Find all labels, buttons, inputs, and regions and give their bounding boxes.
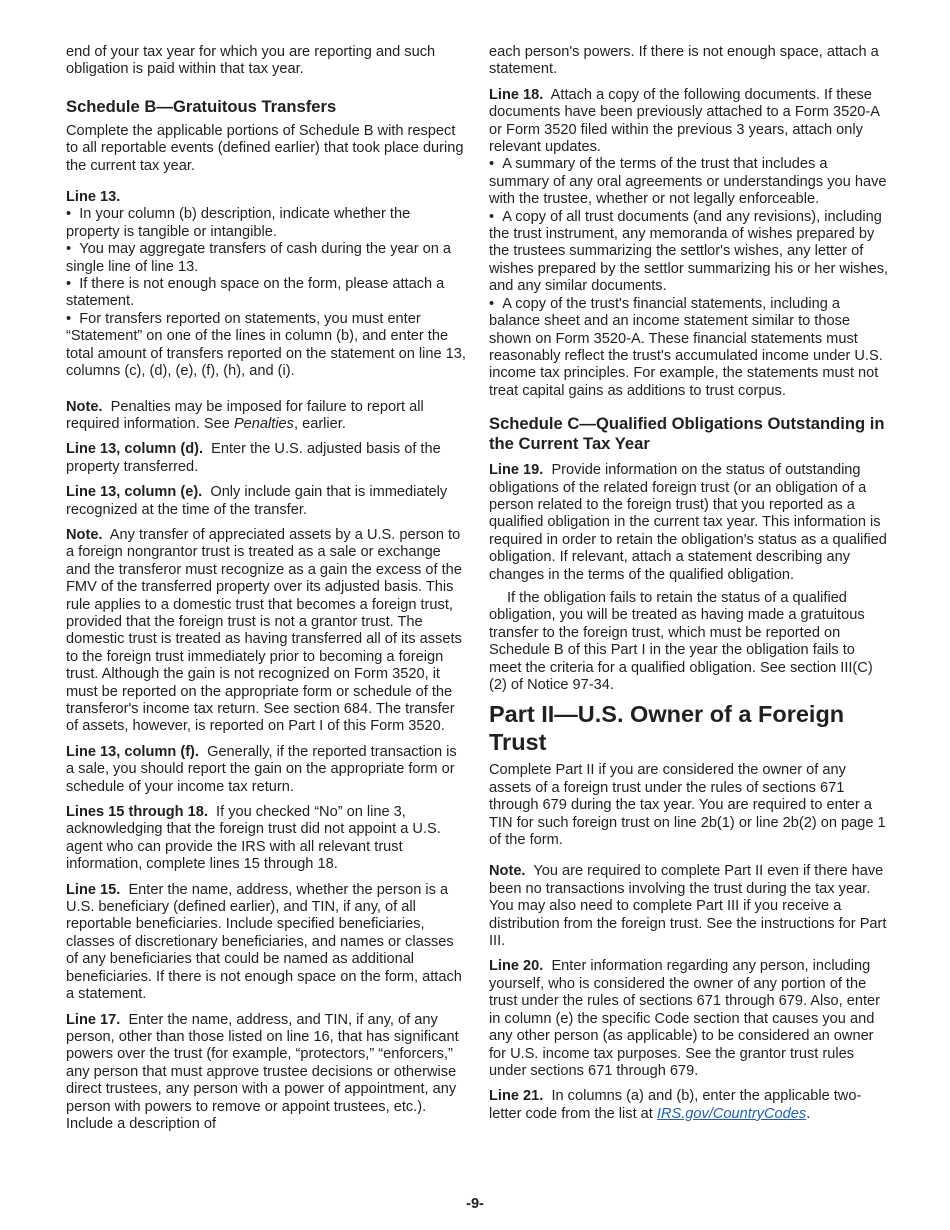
line-13-bullet: • You may aggregate transfers of cash during the year on a single line of line 13. — [66, 241, 466, 276]
line-13f-label: Line 13, column (f). — [66, 743, 199, 760]
line-13d-paragraph — [66, 441, 466, 476]
part-2-text: Complete Part II if you are considered the owner of any assets of a foreign trust under the rules of sections 671 through 679 during the tax year. You are required to enter a TIN for such foreign trust on line 2b(1) or line 2b(2) on page 1 of the form. — [489, 762, 886, 849]
line-18-bullet: • A copy of the trust's financial statements, including a balance sheet and an income statement similar to those shown on Form 3520-A. These financial statements must reasonably reflect the trust's accumulated income under U.S. income tax principles. For example, the statements must not treat capital gains as additions to trust corpus. — [489, 296, 889, 400]
line-15-label: Line 15. — [66, 881, 121, 898]
country-codes-link[interactable]: IRS.gov/CountryCodes — [656, 1105, 807, 1122]
line-13e-label: Line 13, column (e). — [66, 484, 203, 501]
schedule-b-text: Complete the applicable portions of Schedule B with respect to all reportable events (defined earlier) that took place during the current tax year. — [66, 122, 464, 174]
line-17-paragraph — [66, 1012, 466, 1134]
line-20-paragraph — [489, 958, 889, 1080]
note-part-2 — [489, 863, 889, 950]
line-13-bullet: • If there is not enough space on the form, please attach a statement. — [66, 276, 466, 311]
page-number: -9- — [466, 1196, 484, 1212]
line-18-text: Attach a copy of the following documents. If these documents have been previously attached to a Form 3520-A or Form 3520 filed within the previous 3 years, attach only relevant updates. — [489, 86, 880, 156]
line-21-text: In columns (a) and (b), enter the applicable two-letter code from the list at — [489, 1088, 862, 1122]
note-text: Penalties may be imposed for failure to report all required information. See — [66, 398, 424, 432]
line-13f-text: Generally, if the reported transaction is a sale, you should report the gain on the appropriate form or schedule of your income tax return. — [66, 743, 457, 795]
line-15-text: Enter the name, address, whether the person is a U.S. beneficiary (defined earlier), and TIN, if any, of all reportable beneficiaries. Include specified beneficiaries, classes of discretionary beneficiaries, and names or classes of any beneficiaries that could be named as additional beneficiaries. If there is not enough space on the form, attach a statement. — [66, 881, 462, 1003]
schedule-c-heading: Schedule C—Qualified Obligations Outstanding in the Current Tax Year — [489, 414, 885, 454]
line-19-label: Line 19. — [489, 462, 544, 479]
line-20-label: Line 20. — [489, 958, 544, 975]
line-19-paragraph — [489, 462, 889, 584]
note-text: Any transfer of appreciated assets by a U.S. person to a foreign nongrantor trust is treated as a sale or exchange and the transferor must recognize as a gain the excess of the FMV of the transferred property over its adjusted basis. This rule applies to a domestic trust that becomes a foreign trust, provided that the foreign trust is not a grantor trust. The domestic trust is treated as having transferred all of its assets to the foreign trust immediately prior to becoming a foreign trust. Although the gain is not recognized on Form 3520, it must be reported on the appropriate form or schedule of the transferor's income tax return. See section 684. The transfer of assets, however, is reported on Part I of this Form 3520. — [66, 526, 462, 735]
line-19-text: Provide information on the status of outstanding obligations of the related foreign trust (or an obligation of a person related to the foreign trust) that you reported as a qualified obligation in the current tax year. This information is required in order to retain the obligation's status as a qualified obligation. If relevant, attach a statement describing any changes in the terms of the qualified obligation. — [489, 462, 887, 583]
line-15-paragraph — [66, 882, 466, 1004]
note-appreciated-assets — [66, 527, 466, 736]
line-18-paragraph — [489, 87, 889, 157]
line-13d-text: Enter the U.S. adjusted basis of the property transferred. — [66, 441, 441, 475]
line-21-label: Line 21. — [489, 1088, 544, 1105]
line-18-label: Line 18. — [489, 86, 544, 103]
right-column — [489, 44, 889, 1123]
line-17-text: Enter the name, address, and TIN, if any, of any person, other than those listed on line 16, that has significant powers over the trust (for example, “protectors,” “enforcers,” any person that must approve trustee decisions or otherwise direct trustees, any person with a power of appointment, any person with powers to remove or appoint trustees, etc.). Include a description of — [66, 1011, 459, 1132]
note-label: Note. — [489, 863, 526, 880]
line-19-paragraph-2: If the obligation fails to retain the status of a qualified obligation, you will be treated as having made a gratuitous transfer to the foreign trust, which must be reported on Schedule B of this Part I in the year the obligation fails to meet the criteria for a qualified obligation. See section III(C)(2) of Notice 97-34. — [489, 589, 873, 693]
line-21-end: . — [806, 1105, 811, 1122]
lines-15-18-label: Lines 15 through 18. — [66, 804, 208, 821]
line-18-bullet: • A copy of all trust documents (and any revisions), including the trust instrument, any memoranda of wishes prepared by the trustees summarizing the settlor's wishes, any letter of wishes prepared by the settlor summarizing his or her wishes, and any similar documents. — [489, 209, 889, 296]
note-text: You are required to complete Part II even if there have been no transactions involving the trust during the tax year. You may also need to complete Part III if you receive a distribution from the foreign trust. See the instructions for Part III. — [489, 863, 887, 950]
line-21-paragraph — [489, 1088, 889, 1123]
note-label: Note. — [66, 398, 103, 415]
note-penalties — [66, 399, 466, 434]
line-13e-paragraph — [66, 484, 466, 519]
line-13f-paragraph — [66, 744, 466, 796]
line-13-bullet: • In your column (b) description, indicate whether the property is tangible or intangible. — [66, 206, 466, 241]
part-2-heading: Part II—U.S. Owner of a Foreign Trust — [489, 701, 845, 756]
continued-text: each person's powers. If there is not enough space, attach a statement. — [489, 44, 879, 78]
line-13-label: Line 13. — [66, 189, 121, 206]
note-text-end: , earlier. — [293, 415, 346, 432]
line-18-bullet: • A summary of the terms of the trust that includes a summary of any oral agreements or understandings you have with the trustee, whether or not legally enforceable. — [489, 156, 889, 208]
note-label: Note. — [66, 526, 103, 543]
line-17-label: Line 17. — [66, 1011, 121, 1028]
lines-15-18-text: If you checked “No” on line 3, acknowledging that the foreign trust did not appoint a U.S. agent who can provide the IRS with all relevant trust information, complete lines 15 through 18. — [66, 804, 441, 873]
penalties-reference: Penalties — [233, 415, 294, 432]
continued-text: end of your tax year for which you are reporting and such obligation is paid within that tax year. — [66, 44, 436, 78]
left-column — [66, 44, 466, 1133]
schedule-b-heading: Schedule B—Gratuitous Transfers — [66, 96, 337, 116]
line-20-text: Enter information regarding any person, including yourself, who is considered the owner of any portion of the trust under the rules of sections 671 through 679. Also, enter in column (e) the specific Code section that causes you and any other person (as applicable) to be considered an owner for U.S. income tax purposes. See the grantor trust rules under sections 671 through 679. — [489, 958, 881, 1079]
line-13-bullet: • For transfers reported on statements, you must enter “Statement” on one of the lines in column (b), and enter the total amount of transfers reported on the statement on line 13, columns (c), (d), (e), (f), (h), and (i). — [66, 311, 466, 381]
lines-15-18-paragraph — [66, 804, 466, 874]
line-13d-label: Line 13, column (d). — [66, 441, 204, 458]
line-13e-text: Only include gain that is immediately recognized at the time of the transfer. — [66, 484, 448, 518]
